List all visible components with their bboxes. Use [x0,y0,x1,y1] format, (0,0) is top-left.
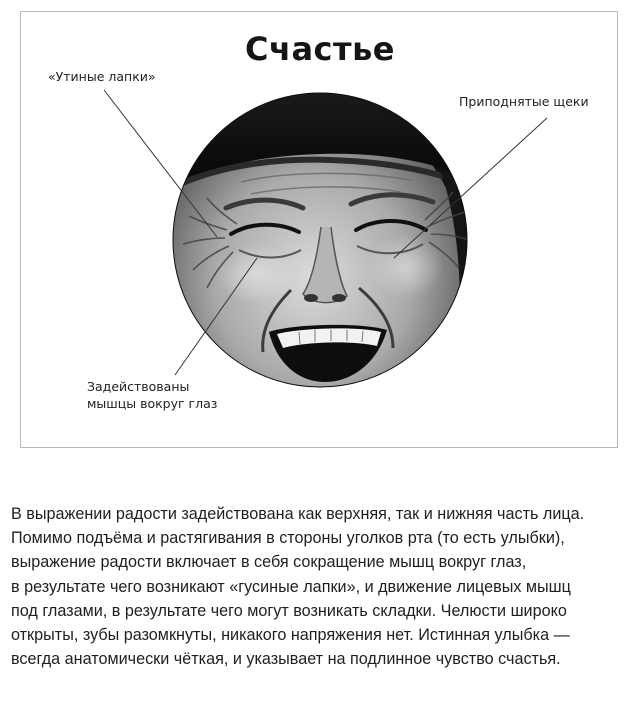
description-line: в результате чего возникают «гусиные лапки», и движение лицевых мышц [11,577,571,596]
description-line: открыты, зубы разомкнуты, никакого напряжения нет. Истинная улыбка — [11,626,570,645]
callout-eye-muscles [87,378,217,412]
callout-eye-muscles-line1: Задействованы [87,379,190,394]
description-text [11,502,633,671]
figure-frame [20,11,618,448]
description-line: всегда анатомически чёткая, и указывает на подлинное чувство счастья. [11,650,561,669]
callout-ducks-feet: «Утиные лапки» [48,69,156,84]
figure-title: Счастье [245,30,395,68]
description-line: Помимо подъёма и растягивания в стороны уголков рта (то есть улыбки), [11,529,565,548]
face-photo [161,82,481,422]
description-line: В выражении радости задействована как верхняя, так и нижняя часть лица. [11,505,585,523]
description-line: под глазами, в результате чего могут возникать складки. Челюсти широко [11,601,567,620]
callout-eye-muscles-line2: мышцы вокруг глаз [87,396,218,411]
callout-raised-cheeks: Приподнятые щеки [459,94,589,109]
description-line: выражение радости включает в себя сокращение мышц вокруг глаз, [11,553,527,572]
